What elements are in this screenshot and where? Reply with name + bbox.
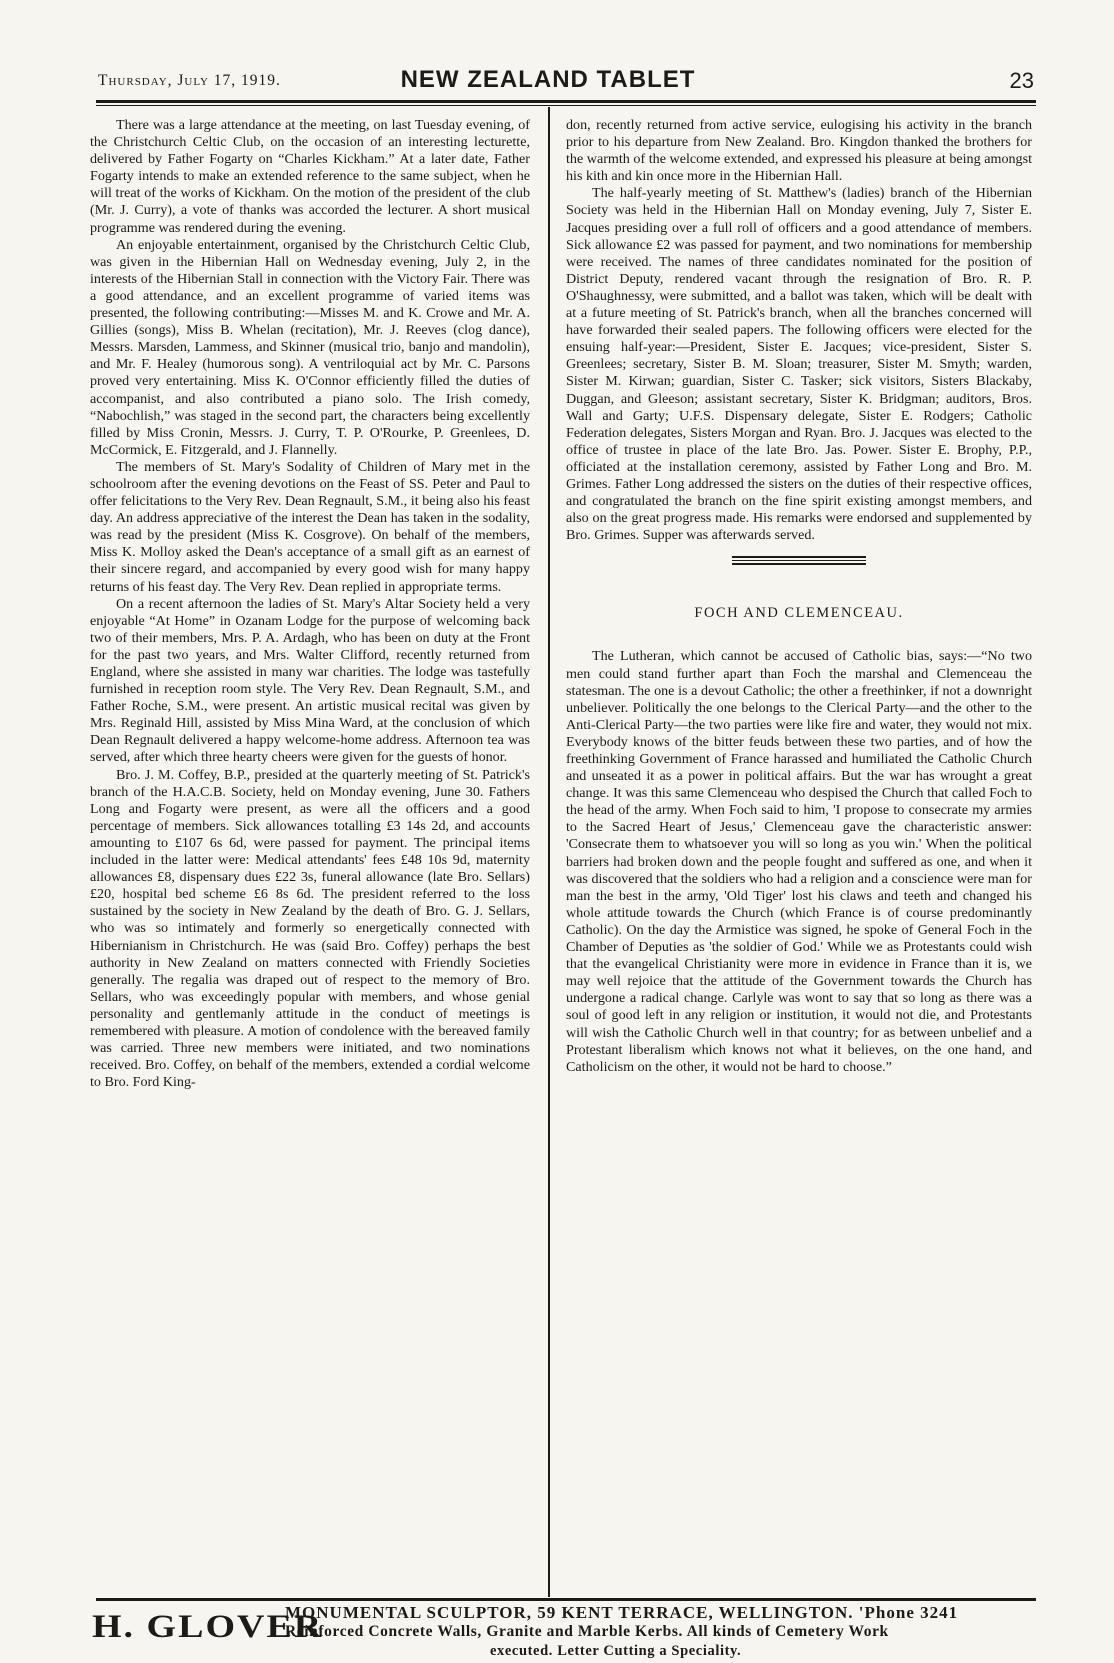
page-header: [98, 66, 1034, 96]
left-column: [90, 117, 530, 1577]
advertisement-rule: [96, 1598, 1036, 1601]
advertisement-line: Reinforced Concrete Walls, Granite and Marble Kerbs. All kinds of Cemetery Work: [285, 1623, 889, 1640]
section-separator-thin: [732, 560, 866, 561]
issue-date: Thursday, July 17, 1919.: [98, 72, 281, 89]
section-separator-bottom: [732, 563, 866, 565]
masthead-title: NEW ZEALAND TABLET: [400, 66, 696, 93]
section-separator: [732, 556, 866, 558]
page-number: 23: [1009, 68, 1034, 93]
header-rule-thin: [96, 105, 1036, 106]
article-paragraph: Bro. J. M. Coffey, B.P., presided at the quarterly meeting of St. Patrick's branch of the H.A.C.B. Society, held on Monday evening, June 30. Fathers Long and Fogarty were present, as were all the officers and a good percentage of members. Sick allowances totalling £3 14s 2d, and accounts amounting to £107 6s 6d, were passed for payment. The principal items included in the latter were: Medical attendants' fees £48 10s 9d, maternity allowances £8, dispensary dues £22 3s, funeral allowance (late Bro. Sellars) £20, hospital bed scheme £6 8s 6d. The president referred to the loss sustained by the society in New Zealand by the death of Bro. G. J. Sellars, who was so intimately and formerly so energetically connected with Hibernianism in Christchurch. He was (said Bro. Coffey) perhaps the best authority in New Zealand on matters connected with Friendly Societies generally. The regalia was draped out of respect to the memory of Bro. Sellars, who was exceedingly popular with members, and whose genial personality and gentlemanly attitude in the conduct of meetings is remembered with pleasure. A motion of condolence with the bereaved family was carried. Three new members were initiated, and two nominations received. Bro. Coffey, on behalf of the members, extended a cordial welcome to Bro. Ford King-: [90, 766, 530, 1091]
header-rule: [96, 100, 1036, 103]
advertisement-line: executed. Letter Cutting a Speciality.: [490, 1643, 742, 1659]
article-paragraph: An enjoyable entertainment, organised by the Christchurch Celtic Club, was given in the Hibernian Hall on Wednesday evening, July 2, in the interests of the Hibernian Stall in connection with the Victory Fair. There was a good attendance, and an excellent programme of varied items was presented, the following contributing:—Misses M. and K. Crowe and Mr. A. Gillies (songs), Miss B. Whelan (recitation), Mr. J. Reeves (clog dance), Messrs. Marsden, Lammess, and Skinner (musical trio, banjo and mandolin), and Mr. F. Healey (humorous song). A ventriloquial act by Mr. C. Parsons proved very entertaining. Miss K. O'Connor efficiently filled the duties of accompanist, and also contributed a piano solo. The Irish comedy, “Nabochlish,” was staged in the second part, the characters being excellently filled by Miss Cronin, Messrs. J. Curry, T. P. O'Rourke, P. Greenlees, D. McCormick, E. Fitzgerald, and J. Flannelly.: [90, 236, 530, 458]
advertiser-name: H. GLOVER: [92, 1608, 324, 1645]
column-divider: [548, 107, 550, 1597]
article-paragraph: The half-yearly meeting of St. Matthew's (ladies) branch of the Hibernian Society was held in the Hibernian Hall on Monday evening, July 7, Sister E. Jacques presiding over a full roll of officers and a good attendance of members. Sick allowance £2 was passed for payment, and two nominations for membership were received. The names of three candidates nominated for the position of District Deputy, rendered vacant through the resignation of Bro. R. P. O'Shaughnessy, were submitted, and a ballot was taken, which will be dealt with at a future meeting of St. Patrick's branch, when all the branches concerned will have forwarded their sealed papers. The following officers were elected for the ensuing half-year:—President, Sister E. Jacques; vice-president, Sister S. Greenlees; secretary, Sister B. M. Sloan; treasurer, Sister M. Smyth; warden, Sister M. Kirwan; guardian, Sister C. Tasker; sick visitors, Sisters Blackaby, Duggan, and Gleeson; assistant secretary, Sister K. Bridgman; auditors, Bros. Wall and Garty; U.F.S. Dispensary delegate, Sister E. Rodgers; Catholic Federation delegates, Sisters Morgan and Ryan. Bro. J. Jacques was elected to the office of trustee in place of the late Bro. Jas. Power. Sister E. Brophy, P.P., officiated at the installation ceremony, assisted by Father Long and Bro. M. Grimes. Father Long addressed the sisters on the duties of their respective offices, and congratulated the branch on the fine spirit existing amongst members, and also on the great progress made. His remarks were endorsed and supplemented by Bro. Grimes. Supper was afterwards served.: [566, 185, 1032, 544]
continued-paragraph: don, recently returned from active service, eulogising his activity in the branch prior to his departure from New Zealand. Bro. Kingdon thanked the brothers for the warmth of the welcome extended, and expressed his pleasure at being amongst his kith and kin once more in the Hibernian Hall.: [566, 117, 1032, 185]
article-paragraph: There was a large attendance at the meeting, on last Tuesday evening, of the Christchurch Celtic Club, on the occasion of an interesting lecturette, delivered by Father Fogarty on “Charles Kickham.” At a later date, Father Fogarty intends to make an extended reference to the same subject, when he will treat of the works of Kickham. On the motion of the president of the club (Mr. J. Curry), a vote of thanks was accorded the lecturer. A short musical programme was rendered during the evening.: [90, 117, 530, 236]
article-paragraph: The members of St. Mary's Sodality of Children of Mary met in the schoolroom after the evening devotions on the Feast of SS. Peter and Paul to offer felicitations to the Very Rev. Dean Regnault, S.M., it being also his feast day. An address appreciative of the interest the Dean has taken in the sodality, was read by the president (Miss K. Cosgrove). On behalf of the members, Miss K. Molloy asked the Dean's acceptance of a small gift as an earnest of their sincere regard, and accompanied by every good wish for many happy returns of his feast day. The Very Rev. Dean replied in appropriate terms.: [90, 458, 530, 595]
article-paragraph: The Lutheran, which cannot be accused of Catholic bias, says:—“No two men could stand further apart than Foch the marshal and Clemenceau the statesman. The one is a devout Catholic; the other a freethinker, if not a downright unbeliever. Politically the one belongs to the Clerical Party—and the other to the Anti-Clerical Party—the two parties were like fire and water, they would not mix. Everybody knows of the bitter feuds between these two parties, and of how the freethinking Government of France harassed and humiliated the Catholic Church and unseated it as a power in political affairs. But the war has wrought a great change. It was this same Clemenceau who despised the Church that called Foch to the head of the army. When Foch said to him, 'I propose to consecrate my armies to the Sacred Heart of Jesus,' Clemenceau gave the characteristic answer: 'Consecrate them to whatsoever you will so long as you win.' When the political barriers had broken down and the people fought and suffered as one, and when it was discovered that the soldiers who had a religion and a conscience were man for man the best in the army, 'Old Tiger' lost his claws and teeth and changed his whole attitude towards the Church (which France is of course predominantly Catholic). On the day the Armistice was signed, he spoke of General Foch in the Chamber of Deputies as 'the soldier of God.' While we as Protestants could wish that the evangelical Christianity were more in evidence in France than it is, we may well rejoice that the attitude of the Government towards the Church has undergone a radical change. Carlyle was wont to say that so long as there was a soul of good left in any religion or institution, it would not die, and Protestants will wish the Catholic Church well in that country; for as between unbelief and a Protestant liberalism which knows not what it believes, on the one hand, and Catholicism on the other, it would not be hard to choose.”: [566, 648, 1032, 1075]
advertisement-line: MONUMENTAL SCULPTOR, 59 KENT TERRACE, WELLINGTON. 'Phone 3241: [285, 1603, 959, 1622]
article-paragraph: On a recent afternoon the ladies of St. Mary's Altar Society held a very enjoyable “At Home” in Ozanam Lodge for the purpose of welcoming back two of their members, Mrs. P. A. Ardagh, who has been on duty at the Front for the past two years, and Mrs. Walter Clifford, recently returned from England, where she assisted in many war charities. The lodge was tastefully furnished in reception room style. The Very Rev. Dean Regnault, S.M., and Father Roche, S.M., were present. An artistic musical recital was given by Mrs. Reginald Hill, assisted by Miss Mina Ward, at the conclusion of which Dean Regnault delivered a happy welcome-home address. Afternoon tea was served, after which three hearty cheers were given for the guests of honor.: [90, 595, 530, 766]
right-column: [566, 117, 1032, 1577]
section-heading: FOCH AND CLEMENCEAU.: [694, 605, 904, 622]
